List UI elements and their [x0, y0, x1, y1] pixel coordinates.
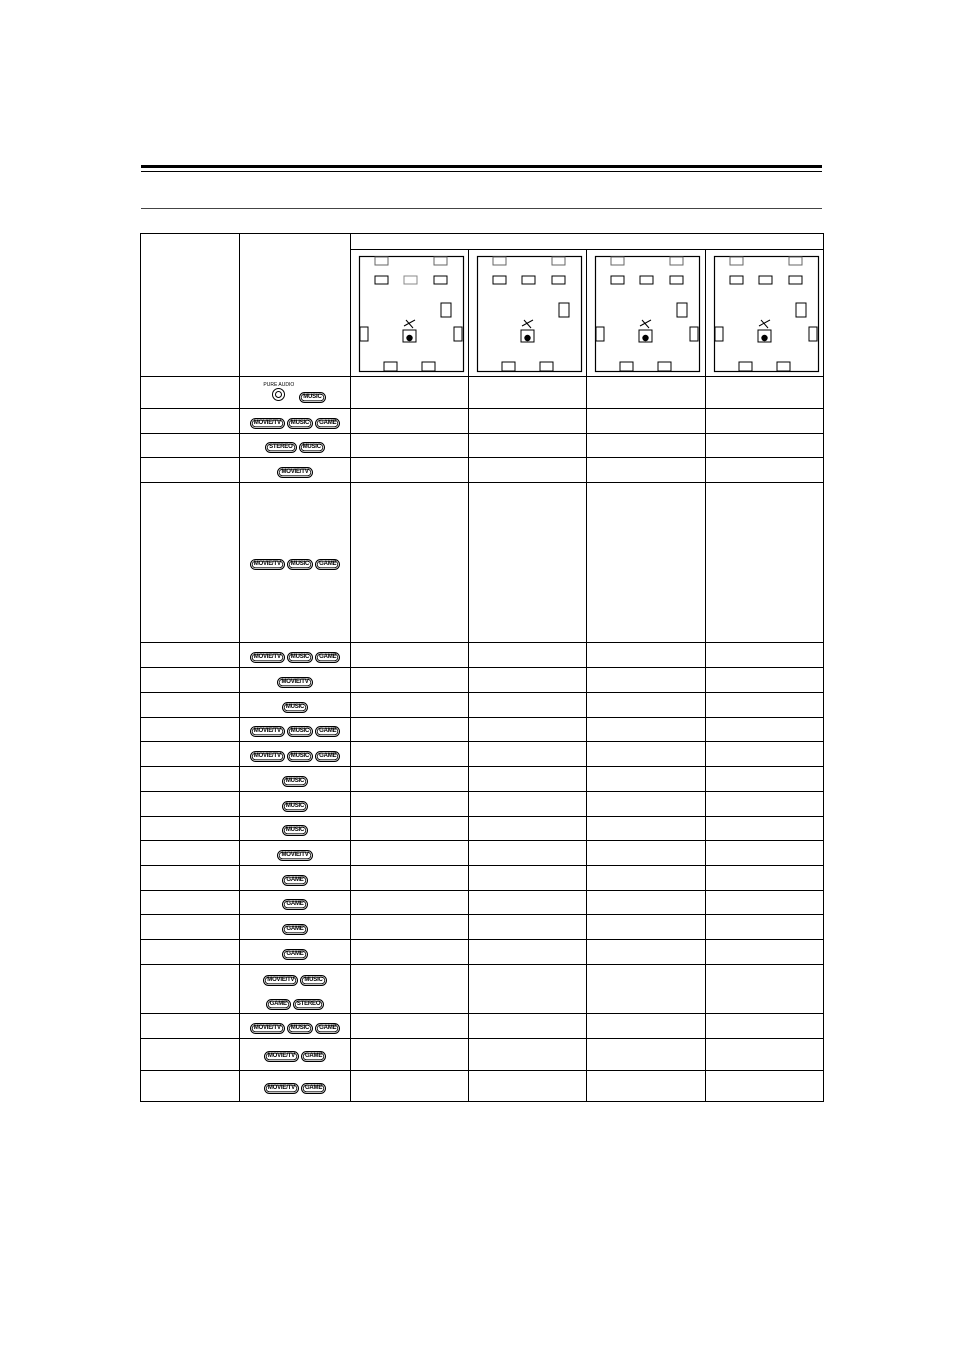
music-button: MUSIC — [282, 776, 308, 787]
listening-mode-table — [140, 233, 824, 1102]
speaker-availability-cell — [706, 742, 824, 767]
listening-mode-name — [141, 817, 240, 841]
button-line — [240, 920, 350, 935]
header-button-cell — [240, 234, 351, 377]
speaker-layout-diagram-4 — [706, 250, 824, 376]
listener-head — [524, 335, 530, 341]
table-row — [141, 866, 824, 891]
button-line — [240, 1079, 350, 1094]
front-right-speaker — [434, 276, 447, 284]
speaker-availability-cell — [351, 891, 469, 915]
speaker-availability-cell — [469, 866, 587, 891]
front-wide-right-speaker — [690, 327, 698, 341]
speaker-availability-cell — [706, 1014, 824, 1039]
game-button: GAME — [315, 418, 340, 429]
listening-mode-name — [141, 1014, 240, 1039]
speaker-availability-cell — [706, 718, 824, 742]
speaker-availability-cell — [706, 915, 824, 940]
table-row — [141, 767, 824, 792]
speaker-availability-cell — [469, 434, 587, 458]
speaker-availability-cell — [587, 965, 706, 1014]
surround-back-right-speaker — [540, 362, 553, 371]
speaker-availability-cell — [706, 1071, 824, 1102]
speaker-availability-cell — [469, 965, 587, 1014]
table-row — [141, 434, 824, 458]
button-line — [240, 772, 350, 787]
speaker-availability-cell — [469, 742, 587, 767]
button-line — [240, 895, 350, 910]
listening-mode-name — [141, 693, 240, 718]
table-row — [141, 742, 824, 767]
listening-mode-name — [141, 409, 240, 434]
button-line — [240, 438, 350, 453]
music-button: MUSIC — [287, 1023, 313, 1034]
subwoofer — [677, 303, 687, 317]
button-line — [240, 722, 350, 737]
direction-line — [522, 320, 533, 326]
remote-button-cell — [240, 866, 351, 891]
speaker-availability-cell — [587, 483, 706, 643]
header-speaker-layout-cell — [351, 234, 824, 250]
front-high-right-speaker — [434, 257, 447, 265]
speaker-availability-cell — [351, 434, 469, 458]
listening-mode-name — [141, 668, 240, 693]
remote-button-cell — [240, 643, 351, 668]
listening-mode-name — [141, 483, 240, 643]
listening-mode-name — [141, 377, 240, 409]
listening-mode-name — [141, 965, 240, 1014]
table-row — [141, 483, 824, 643]
speaker-availability-cell — [469, 891, 587, 915]
button-line — [240, 648, 350, 663]
front-wide-left-speaker — [715, 327, 723, 341]
table-row — [141, 377, 824, 409]
speaker-availability-cell — [351, 668, 469, 693]
speaker-availability-cell — [587, 940, 706, 965]
front-wide-left-speaker — [596, 327, 604, 341]
listener-head — [761, 335, 767, 341]
game-button: GAME — [282, 924, 307, 935]
speaker-availability-cell — [351, 742, 469, 767]
center-speaker — [522, 276, 535, 284]
speaker-availability-cell — [469, 940, 587, 965]
table-row — [141, 1039, 824, 1071]
surround-back-left-speaker — [739, 362, 752, 371]
pure-audio-button — [263, 382, 294, 403]
speaker-layout-cell-2 — [469, 250, 587, 377]
speaker-availability-cell — [587, 915, 706, 940]
listening-mode-name — [141, 866, 240, 891]
music-button: MUSIC — [287, 559, 313, 570]
button-line — [240, 673, 350, 688]
front-high-left-speaker — [493, 257, 506, 265]
subwoofer — [796, 303, 806, 317]
speaker-availability-cell — [706, 841, 824, 866]
speaker-availability-cell — [706, 458, 824, 483]
listener-head — [642, 335, 648, 341]
game-button: GAME — [301, 1051, 326, 1062]
movie-tv-button: MOVIE/TV — [250, 559, 285, 570]
surround-back-left-speaker — [384, 362, 397, 371]
speaker-availability-cell — [587, 1071, 706, 1102]
music-button: MUSIC — [282, 825, 308, 836]
speaker-availability-cell — [469, 668, 587, 693]
movie-tv-button: MOVIE/TV — [264, 1083, 299, 1094]
direction-line — [640, 320, 651, 326]
game-button: GAME — [282, 899, 307, 910]
music-button: MUSIC — [287, 418, 313, 429]
speaker-availability-cell — [351, 1071, 469, 1102]
speaker-availability-cell — [587, 792, 706, 817]
listening-mode-name — [141, 841, 240, 866]
speaker-availability-cell — [706, 792, 824, 817]
speaker-availability-cell — [469, 1071, 587, 1102]
speaker-availability-cell — [469, 458, 587, 483]
remote-button-cell — [240, 434, 351, 458]
game-button: GAME — [315, 559, 340, 570]
front-high-left-speaker — [730, 257, 743, 265]
speaker-layout-cell-3 — [587, 250, 706, 377]
game-button: GAME — [315, 751, 340, 762]
table-row — [141, 693, 824, 718]
speaker-availability-cell — [351, 792, 469, 817]
front-right-speaker — [552, 276, 565, 284]
speaker-availability-cell — [706, 1039, 824, 1071]
speaker-availability-cell — [587, 458, 706, 483]
table-row — [141, 891, 824, 915]
remote-button-cell — [240, 409, 351, 434]
listening-mode-name — [141, 792, 240, 817]
speaker-availability-cell — [469, 718, 587, 742]
speaker-availability-cell — [587, 377, 706, 409]
speaker-availability-cell — [587, 742, 706, 767]
section-rule — [141, 208, 822, 209]
speaker-availability-cell — [706, 891, 824, 915]
music-button: MUSIC — [287, 652, 313, 663]
remote-button-cell — [240, 718, 351, 742]
listening-mode-name — [141, 915, 240, 940]
speaker-availability-cell — [706, 940, 824, 965]
speaker-availability-cell — [469, 693, 587, 718]
speaker-availability-cell — [706, 965, 824, 1014]
movie-tv-button: MOVIE/TV — [277, 677, 312, 688]
movie-tv-button: MOVIE/TV — [264, 1051, 299, 1062]
listener-head — [406, 335, 412, 341]
front-right-speaker — [789, 276, 802, 284]
front-left-speaker — [375, 276, 388, 284]
speaker-availability-cell — [706, 693, 824, 718]
table-header-row — [141, 234, 824, 250]
front-wide-right-speaker — [454, 327, 462, 341]
movie-tv-button: MOVIE/TV — [250, 751, 285, 762]
button-line — [240, 965, 350, 989]
speaker-availability-cell — [706, 483, 824, 643]
table-row — [141, 643, 824, 668]
front-high-left-speaker — [611, 257, 624, 265]
speaker-availability-cell — [587, 891, 706, 915]
speaker-availability-cell — [587, 693, 706, 718]
listening-mode-name — [141, 458, 240, 483]
button-line — [240, 846, 350, 861]
remote-button-cell — [240, 767, 351, 792]
front-right-speaker — [670, 276, 683, 284]
listener-icon — [639, 320, 652, 342]
table-row — [141, 409, 824, 434]
stereo-button: STEREO — [293, 999, 324, 1010]
table-row — [141, 915, 824, 940]
speaker-availability-cell — [587, 1039, 706, 1071]
movie-tv-button: MOVIE/TV — [277, 467, 312, 478]
table-row — [141, 940, 824, 965]
speaker-availability-cell — [351, 1039, 469, 1071]
remote-button-cell — [240, 668, 351, 693]
front-high-right-speaker — [670, 257, 683, 265]
speaker-availability-cell — [351, 915, 469, 940]
listening-mode-name — [141, 434, 240, 458]
listening-mode-name — [141, 891, 240, 915]
speaker-layout-cell-1 — [351, 250, 469, 377]
speaker-availability-cell — [587, 643, 706, 668]
header-mode-cell — [141, 234, 240, 377]
speaker-availability-cell — [351, 767, 469, 792]
button-line — [240, 1019, 350, 1034]
speaker-availability-cell — [587, 841, 706, 866]
game-button: GAME — [315, 652, 340, 663]
speaker-availability-cell — [706, 377, 824, 409]
music-button: MUSIC — [299, 392, 325, 403]
game-button: GAME — [266, 999, 291, 1010]
remote-button-cell — [240, 458, 351, 483]
table-row — [141, 1071, 824, 1102]
game-button: GAME — [282, 875, 307, 886]
pure-audio-label: PURE AUDIO — [263, 382, 295, 388]
front-wide-left-speaker — [360, 327, 368, 341]
speaker-availability-cell — [587, 866, 706, 891]
button-line — [240, 463, 350, 478]
speaker-availability-cell — [351, 1014, 469, 1039]
speaker-availability-cell — [587, 409, 706, 434]
listening-mode-name — [141, 1039, 240, 1071]
remote-button-cell — [240, 483, 351, 643]
listening-mode-name — [141, 718, 240, 742]
pure-audio-circle-icon — [272, 388, 285, 401]
speaker-availability-cell — [587, 767, 706, 792]
speaker-availability-cell — [351, 817, 469, 841]
speaker-layout-cell-4 — [706, 250, 824, 377]
listening-mode-name — [141, 1071, 240, 1102]
button-line — [240, 555, 350, 570]
table-row — [141, 841, 824, 866]
direction-line — [759, 320, 770, 326]
title-rule-thin — [141, 171, 822, 172]
music-button: MUSIC — [287, 751, 313, 762]
button-line — [240, 945, 350, 960]
speaker-availability-cell — [587, 434, 706, 458]
game-button: GAME — [301, 1083, 326, 1094]
remote-button-cell — [240, 891, 351, 915]
front-left-speaker — [611, 276, 624, 284]
listener-icon — [758, 320, 771, 342]
music-button: MUSIC — [300, 975, 326, 986]
speaker-availability-cell — [706, 668, 824, 693]
button-line — [240, 989, 350, 1013]
speaker-availability-cell — [469, 767, 587, 792]
remote-button-cell — [240, 817, 351, 841]
center-speaker — [640, 276, 653, 284]
button-line — [240, 698, 350, 713]
speaker-availability-cell — [469, 409, 587, 434]
remote-button-cell — [240, 841, 351, 866]
front-high-left-speaker — [375, 257, 388, 265]
music-button: MUSIC — [287, 726, 313, 737]
music-button: MUSIC — [299, 442, 325, 453]
speaker-availability-cell — [469, 377, 587, 409]
speaker-layout-diagram-3 — [587, 250, 705, 376]
music-button: MUSIC — [282, 801, 308, 812]
listener-icon — [521, 320, 534, 342]
speaker-availability-cell — [351, 965, 469, 1014]
speaker-availability-cell — [351, 458, 469, 483]
front-wide-right-speaker — [809, 327, 817, 341]
speaker-availability-cell — [587, 668, 706, 693]
speaker-availability-cell — [469, 1014, 587, 1039]
button-line — [240, 821, 350, 836]
table-row — [141, 718, 824, 742]
game-button: GAME — [282, 949, 307, 960]
speaker-availability-cell — [706, 409, 824, 434]
front-left-speaker — [493, 276, 506, 284]
speaker-availability-cell — [587, 718, 706, 742]
table-row — [141, 965, 824, 1014]
listening-mode-name — [141, 742, 240, 767]
movie-tv-button: MOVIE/TV — [263, 975, 298, 986]
movie-tv-button: MOVIE/TV — [250, 652, 285, 663]
speaker-availability-cell — [587, 1014, 706, 1039]
speaker-availability-cell — [351, 693, 469, 718]
speaker-availability-cell — [469, 792, 587, 817]
speaker-availability-cell — [351, 377, 469, 409]
speaker-availability-cell — [351, 718, 469, 742]
speaker-availability-cell — [706, 866, 824, 891]
movie-tv-button: MOVIE/TV — [250, 726, 285, 737]
speaker-availability-cell — [469, 643, 587, 668]
game-button: GAME — [315, 726, 340, 737]
surround-back-left-speaker — [620, 362, 633, 371]
subwoofer — [559, 303, 569, 317]
surround-back-left-speaker — [502, 362, 515, 371]
button-line — [240, 871, 350, 886]
front-high-right-speaker — [552, 257, 565, 265]
speaker-layout-diagram-2 — [469, 250, 587, 376]
remote-button-cell — [240, 915, 351, 940]
speaker-availability-cell — [469, 817, 587, 841]
surround-back-right-speaker — [422, 362, 435, 371]
music-button: MUSIC — [282, 702, 308, 713]
button-line — [240, 797, 350, 812]
center-speaker — [759, 276, 772, 284]
movie-tv-button: MOVIE/TV — [250, 1023, 285, 1034]
remote-button-cell — [240, 693, 351, 718]
speaker-availability-cell — [351, 483, 469, 643]
title-rule-thick — [141, 165, 822, 168]
speaker-availability-cell — [706, 643, 824, 668]
button-line — [240, 1047, 350, 1062]
remote-button-cell — [240, 1014, 351, 1039]
game-button: GAME — [315, 1023, 340, 1034]
surround-back-right-speaker — [777, 362, 790, 371]
listening-mode-name — [141, 940, 240, 965]
table-row — [141, 792, 824, 817]
speaker-availability-cell — [469, 1039, 587, 1071]
speaker-availability-cell — [706, 817, 824, 841]
button-line — [240, 382, 350, 403]
speaker-availability-cell — [351, 940, 469, 965]
speaker-availability-cell — [351, 866, 469, 891]
remote-button-cell — [240, 377, 351, 409]
speaker-availability-cell — [469, 483, 587, 643]
remote-button-cell — [240, 792, 351, 817]
table-row — [141, 817, 824, 841]
button-line — [240, 414, 350, 429]
stereo-button: STEREO — [265, 442, 296, 453]
movie-tv-button: MOVIE/TV — [250, 418, 285, 429]
remote-button-cell — [240, 1071, 351, 1102]
speaker-availability-cell — [351, 409, 469, 434]
listening-mode-name — [141, 767, 240, 792]
front-left-speaker — [730, 276, 743, 284]
speaker-availability-cell — [587, 817, 706, 841]
center-speaker-inactive — [404, 276, 417, 284]
speaker-availability-cell — [706, 767, 824, 792]
speaker-availability-cell — [351, 643, 469, 668]
subwoofer — [441, 303, 451, 317]
listening-mode-name — [141, 643, 240, 668]
speaker-availability-cell — [469, 841, 587, 866]
remote-button-cell — [240, 940, 351, 965]
button-line — [240, 747, 350, 762]
remote-button-cell — [240, 965, 351, 1014]
remote-button-cell — [240, 1039, 351, 1071]
surround-back-right-speaker — [658, 362, 671, 371]
speaker-availability-cell — [469, 915, 587, 940]
table-row — [141, 1014, 824, 1039]
speaker-availability-cell — [706, 434, 824, 458]
speaker-layout-diagram-1 — [351, 250, 469, 376]
front-high-right-speaker — [789, 257, 802, 265]
remote-button-cell — [240, 742, 351, 767]
listener-icon — [403, 320, 416, 342]
movie-tv-button: MOVIE/TV — [277, 850, 312, 861]
table-row — [141, 458, 824, 483]
table-row — [141, 668, 824, 693]
direction-line — [404, 320, 415, 326]
speaker-availability-cell — [351, 841, 469, 866]
